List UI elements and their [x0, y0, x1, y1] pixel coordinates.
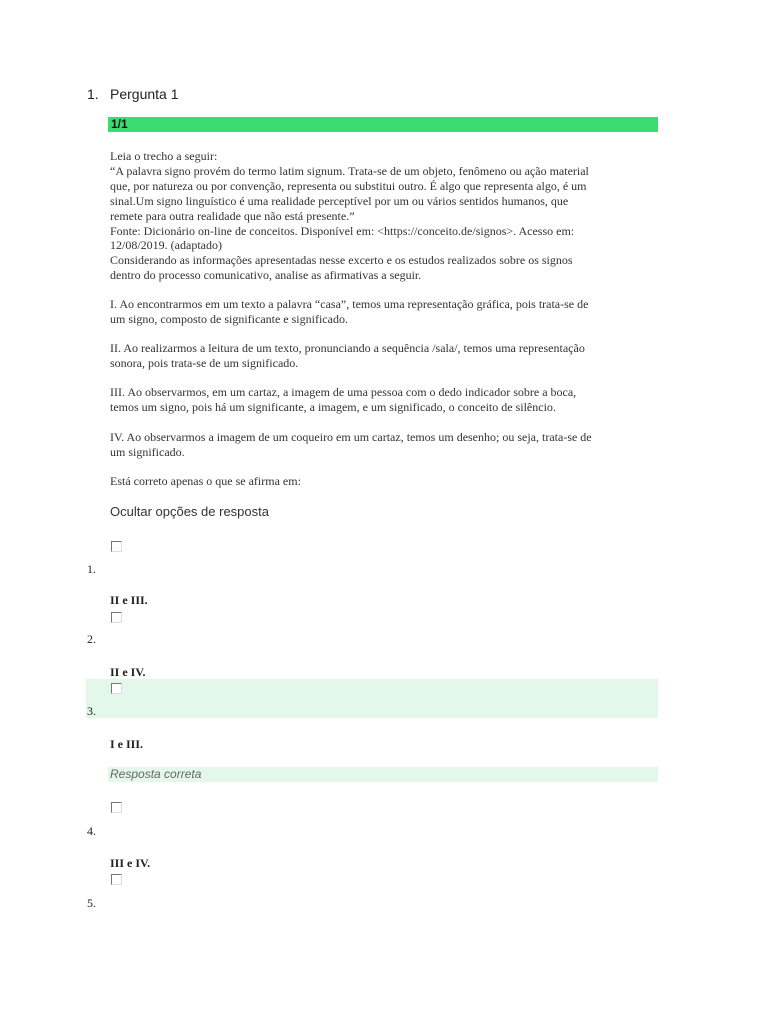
correct-answer-text: Resposta correta — [110, 767, 202, 781]
score-bar — [108, 117, 658, 132]
passage-line: que, por natureza ou por convenção, representa ou substitui outro. É algo que representa algo, é um — [110, 179, 587, 193]
statement-3-line: III. Ao observarmos, em um cartaz, a imagem de uma pessoa com o dedo indicador sobre a boca, — [110, 385, 577, 399]
passage-line: dentro do processo comunicativo, analise as afirmativas a seguir. — [110, 268, 422, 282]
statement-1-line: um signo, composto de significante e significado. — [110, 312, 348, 326]
option-1-checkbox[interactable] — [111, 541, 122, 552]
passage-line: Leia o trecho a seguir: — [110, 149, 218, 163]
question-title: Pergunta 1 — [110, 86, 179, 102]
option-3-checkbox[interactable] — [111, 683, 122, 694]
option-4-label: III e IV. — [110, 856, 151, 870]
option-4-checkbox[interactable] — [111, 802, 122, 813]
option-3-label: I e III. — [110, 737, 144, 751]
passage-line: Considerando as informações apresentadas nesse excerto e os estudos realizados sobre os signos — [110, 253, 573, 267]
passage-line: “A palavra signo provém do termo latim signum. Trata-se de um objeto, fenômeno ou ação material — [110, 164, 589, 178]
option-2-number: 2. — [87, 632, 96, 646]
option-5-checkbox[interactable] — [111, 874, 122, 885]
option-3-number: 3. — [87, 704, 96, 718]
statement-2-line: sonora, pois trata-se de um significado. — [110, 356, 299, 370]
option-5-number: 5. — [87, 896, 96, 910]
hide-options-link[interactable]: Ocultar opções de resposta — [110, 504, 269, 519]
passage-line: Fonte: Dicionário on-line de conceitos. Disponível em: <https://conceito.de/signos>. Acesso em: — [110, 224, 575, 238]
passage-line: 12/08/2019. (adaptado) — [110, 238, 222, 252]
option-2-checkbox[interactable] — [111, 612, 122, 623]
statement-1-line: I. Ao encontrarmos em um texto a palavra “casa”, temos uma representação gráfica, pois trata-se de — [110, 297, 589, 311]
statement-2-line: II. Ao realizarmos a leitura de um texto, pronunciando a sequência /sala/, temos uma representação — [110, 341, 585, 355]
statement-4-line: um significado. — [110, 445, 185, 459]
statement-4-line: IV. Ao observarmos a imagem de um coqueiro em um cartaz, temos um desenho; ou seja, trata-se de — [110, 430, 592, 444]
question-prompt: Está correto apenas o que se afirma em: — [110, 474, 301, 488]
option-1-label: II e III. — [110, 593, 148, 607]
correct-answer-bar — [108, 767, 658, 782]
statement-3-line: temos um signo, pois há um significante, a imagem, e um significado, o conceito de silêncio. — [110, 400, 556, 414]
option-2-label: II e IV. — [110, 665, 146, 679]
passage-line: remete para outra realidade que não está presente.” — [110, 209, 355, 223]
passage-line: sinal.Um signo linguístico é uma realidade perceptível por um ou vários sentidos humanos, que — [110, 194, 569, 208]
score-text: 1/1 — [111, 117, 128, 131]
question-number: 1. — [87, 86, 99, 102]
option-4-number: 4. — [87, 824, 96, 838]
option-1-number: 1. — [87, 562, 96, 576]
option-3-highlight — [86, 679, 658, 718]
